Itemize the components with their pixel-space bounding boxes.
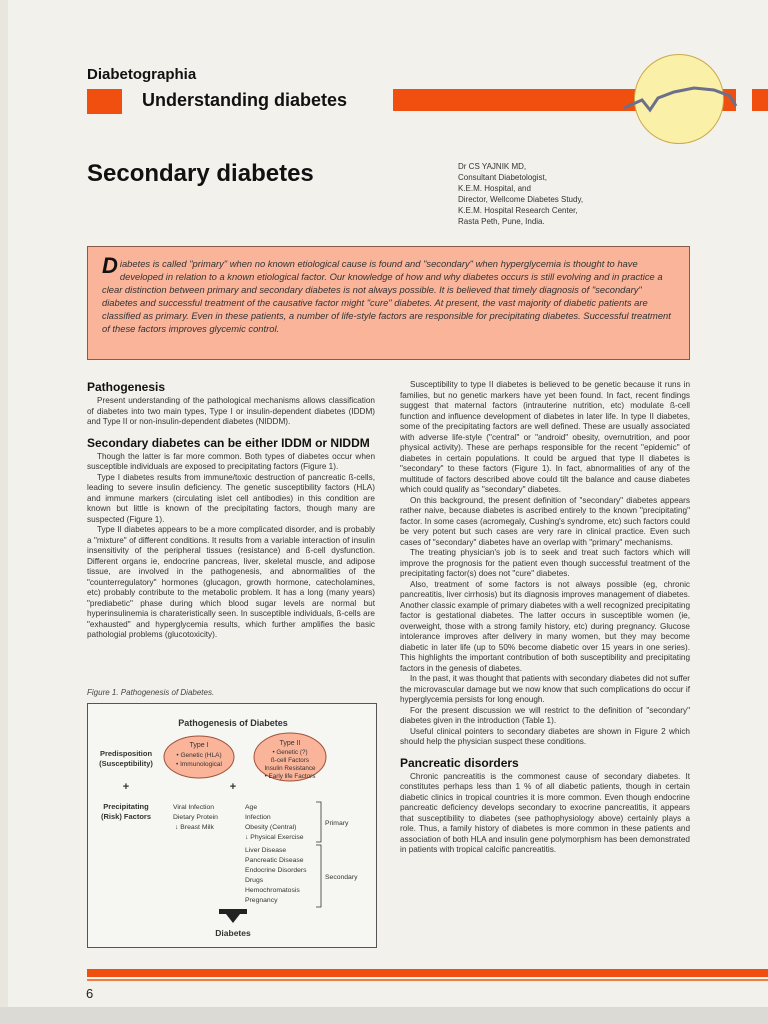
secondary-factor: Pancreatic Disease xyxy=(245,857,304,864)
primary-factor: Infection xyxy=(245,814,271,821)
header-bar-tail xyxy=(752,89,768,111)
paragraph: Also, treatment of some factors is not always possible (eg, chronic pancreatitis, liver cirrhosis) but its diagnosis improves management of diabetes. Another classic example of primary diabetes with a well recognized precipitating factor is gestational diabetes. The latter occurs in susceptible women (ie, overweight, those with a strong family history, etc) during pregnancy. Glucose intolerance improves after delivery in many women, but they may become diabetic in later life (up to 50% become diabetic over 15 years in one series). This highlights the important contribution of both susceptibility and precipitating factors in the genesis of diabetes. xyxy=(400,579,690,673)
section-marker xyxy=(87,89,122,114)
paragraph: Susceptibility to type II diabetes is believed to be genetic because it runs in families, but no genetic markers have yet been found. In fact, recent findings suggest that maternal factors (intrauterine nutrition, etc) modulate ß-cell function and influence development of diabetes in later life. In type II diabetes, some of the precipitating factors are well defined. These are usually associated with adverse life-style ("central" or "android" obesity, overnutrition, and poor physical activity). These are perhaps responsible for the recent "epidemic" of diabetes in certain populations. It could be argued that type II diabetes is "secondary" to these factors (Figure 1). In fact, abnormalities of any of the multitude of factors described above could tilt the balance and cause diabetes which could qualify as "secondary" diabetes. xyxy=(400,380,690,494)
paragraph: Chronic pancreatitis is the commonest cause of secondary diabetes. It constitutes perhaps less than 1 % of all diabetic patients, though in certain diabetic clinics in tropical countries it is more common. Even though endocrine pancreatic deficiency develops secondary to exocrine pancreatitis, it appears that susceptibility to diabetes (see pathophysiology above) certainly plays a role. Thus, a family history of diabetes is more common in these patients and association of both HLA and insulin gene polymorphism has been demonstrated in patients with tropical calcific pancreatitis. xyxy=(400,771,690,854)
predisposition-label: (Susceptibility) xyxy=(99,759,153,768)
section-title: Understanding diabetes xyxy=(142,90,348,110)
footer-bar xyxy=(87,969,768,977)
author-line: Consultant Diabetologist, xyxy=(458,173,547,182)
abstract-text xyxy=(102,253,679,335)
paragraph: For the present discussion we will restrict to the definition of "secondary" diabetes given in the introduction (Table 1). xyxy=(400,705,690,725)
secondary-label: Secondary xyxy=(325,874,358,881)
figure-outcome: Diabetes xyxy=(215,928,251,938)
paragraph: In the past, it was thought that patients with secondary diabetes did not suffer the microvascular damage but we now know that such complications do occur if hyperglycemia persists for long enough. xyxy=(400,674,690,704)
abstract-box xyxy=(87,246,690,360)
footer-rule xyxy=(87,979,768,981)
precipitating-label: Precipitating xyxy=(103,802,149,811)
author-line: Dr CS YAJNIK MD, xyxy=(458,162,527,171)
page-number: 6 xyxy=(86,986,94,1001)
type1-factor: ↓ Breast Milk xyxy=(175,824,214,831)
right-column xyxy=(400,380,690,856)
primary-factor: Obesity (Central) xyxy=(245,824,297,831)
type1-title: Type I xyxy=(189,742,209,749)
paragraph: Present understanding of the pathological mechanisms allows classification of diabetes into two main types, Type I or insulin-dependent diabetes (IDDM) and Type II or non-insulin-dependent diabetes (NIDDM). xyxy=(87,396,375,426)
paragraph: Type I diabetes results from immune/toxic destruction of pancreatic ß-cells, leading to severe insulin deficiency. The genetic susceptibility factors (HLA) and immune markers (circulating islet cell antibodies) in this condition are known but little is known of the precipitating factors, though many are suspected (Figure 1). xyxy=(87,472,375,524)
primary-factor: ↓ Physical Exercise xyxy=(245,834,304,841)
primary-bracket xyxy=(316,802,321,842)
type2-item: ß-cell Factors xyxy=(270,757,310,764)
type2-item: • Genetic (?) xyxy=(272,749,308,756)
type1-factor: Viral Infection xyxy=(173,804,215,811)
primary-label: Primary xyxy=(325,820,349,827)
author-line: Director, Wellcome Diabetes Study, xyxy=(458,195,584,204)
type1-item: • Genetic (HLA) xyxy=(176,752,222,759)
precipitating-label: (Risk) Factors xyxy=(100,812,152,821)
down-arrow-icon xyxy=(219,909,247,923)
secondary-factor: Pregnancy xyxy=(245,897,278,904)
article-title: Secondary diabetes xyxy=(87,160,314,187)
abstract-dropcap: D xyxy=(102,253,118,278)
secondary-factor: Endocrine Disorders xyxy=(245,867,307,874)
page-bottom-edge xyxy=(0,1007,768,1024)
type1-item: • Immunological xyxy=(176,761,222,768)
paragraph: On this background, the present definition of "secondary" diabetes appears rather naive, because diabetes is ascribed entirely to the known "precipitating" factor. In some cases (acromegaly, Cushing's syndrome, etc) such factors could be very potent but such cases are very rare in clinical practice. Even such cases of "secondary" diabetes have an overlap with "primary" mechanisms. xyxy=(400,495,690,547)
primary-factor: Age xyxy=(245,804,258,811)
page-edge-shadow xyxy=(0,0,8,1024)
plus-sign: + xyxy=(122,781,130,793)
heading-secondary-types: Secondary diabetes can be either IDDM or NIDDM xyxy=(87,435,370,450)
author-line: K.E.M. Hospital Research Center, xyxy=(458,206,578,215)
heading-pancreatic-disorders: Pancreatic disorders xyxy=(400,755,519,770)
heading-pathogenesis: Pathogenesis xyxy=(87,380,166,394)
series-title: Diabetographia xyxy=(87,66,197,83)
author-line: K.E.M. Hospital, and xyxy=(458,184,531,193)
predisposition-label: Predisposition xyxy=(99,749,153,758)
paragraph: Useful clinical pointers to secondary diabetes are shown in Figure 2 which should help the physician suspect these conditions. xyxy=(400,726,690,746)
figure-caption: Figure 1. Pathogenesis of Diabetes. xyxy=(87,688,215,697)
figure-diagram xyxy=(88,704,378,949)
paragraph: Type II diabetes appears to be a more complicated disorder, and is probably a "mixture" of different conditions. It results from a variable interaction of insulin insensitivity of the peripheral tissues (resistance) and ß-cell dysfunction. Different organs ie, endocrine pancreas, liver, skeletal muscle, and adipose tissue, are involved in the pathogenesis, and abnormalities of the "counterregulatory" hormones (glucagon, growth hormone, catecholamines, etc) probably contribute to the metabolic problem. It has a long (many years) "prediabetic" phase during which blood sugar levels are normal but hyperinsulinemia is charateristically seen. In susceptible individuals, ß-cells are "exhausted" and hyperglycemia results, which further amplifies the basic pathologial problems (glucotoxicity). xyxy=(87,525,375,639)
secondary-factor: Drugs xyxy=(245,877,264,884)
type1-factor: Dietary Protein xyxy=(173,814,218,821)
left-column xyxy=(87,380,375,641)
type2-title: Type II xyxy=(279,740,301,747)
secondary-factor: Liver Disease xyxy=(245,847,287,854)
paragraph: Though the latter is far more common. Both types of diabetes occur when susceptible individuals are exposed to precipitating factors (Figure 1). xyxy=(87,451,375,471)
author-block xyxy=(458,161,583,227)
figure-title: Pathogenesis of Diabetes xyxy=(178,718,288,728)
plus-sign: + xyxy=(229,781,237,793)
secondary-factor: Hemochromatosis xyxy=(245,887,300,894)
author-line: Rasta Peth, Pune, India. xyxy=(458,217,545,226)
type2-item: Insulin Resistance xyxy=(264,765,316,772)
paragraph: The treating physician's job is to seek and treat such factors which will improve the prognosis for the patient even though successful treatment of the precipitating factor(s) does not "cure" diabetes. xyxy=(400,548,690,578)
figure-pathogenesis xyxy=(87,703,377,948)
secondary-bracket xyxy=(316,845,321,907)
wave-logo-icon xyxy=(624,76,744,116)
abstract-body: iabetes is called "primary" when no known etiological cause is found and "secondary" when hyperglycemia is thought to have developed in relation to a known etiological factor. Our knowledge of how and why diabetes occurs is still evolving and in practice a clear distinction between primary and secondary diabetes is not always possible. It is believed that timely diagnosis of "secondary" diabetes and successful treatment of the causative factor might "cure" diabetes. At present, the vast majority of diabetic patients are classified as primary. Even in these patients, a number of life-style factors are responsible for precipitating diabetes. Successful treatment of these factors improves glycemic control. xyxy=(102,258,671,334)
type2-item: • Early life Factors xyxy=(264,773,316,780)
